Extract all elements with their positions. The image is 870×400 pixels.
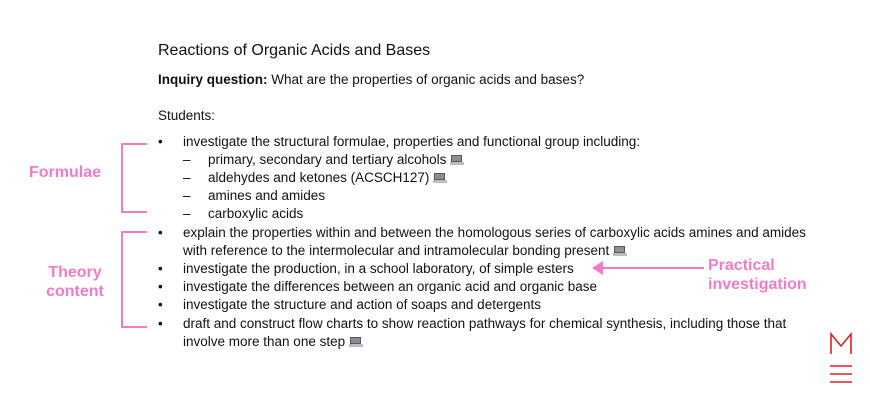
formulae-bracket (121, 143, 147, 213)
list-item: draft and construct flow charts to show reaction pathways for chemical synthesis, including those that (183, 316, 787, 331)
list-item: investigate the production, in a school laboratory, of simple esters (183, 261, 574, 276)
dash-marker: – (183, 206, 191, 221)
sub-list-item: amines and amides (208, 188, 326, 203)
dash-marker: – (183, 188, 191, 203)
dash-marker: – (183, 170, 191, 185)
list-item-continuation: involve more than one step (183, 334, 363, 349)
inquiry-text: What are the properties of organic acids and bases? (271, 72, 585, 87)
sub-list-item: primary, secondary and tertiary alcohols (208, 152, 464, 167)
computer-icon (613, 246, 627, 256)
page-title: Reactions of Organic Acids and Bases (158, 42, 431, 59)
list-item-continuation: with reference to the intermolecular and intramolecular bonding present (183, 243, 627, 258)
bullet-marker: • (158, 297, 163, 312)
computer-icon (450, 155, 464, 165)
computer-icon (433, 173, 447, 183)
sub-list-item: aldehydes and ketones (ACSCH127) (208, 170, 447, 185)
inquiry-question (158, 72, 584, 87)
list-item: investigate the differences between an organic acid and organic base (183, 279, 598, 294)
practical-investigation-label: Practical investigation (708, 257, 807, 293)
bullet-marker: • (158, 279, 163, 294)
bullet-marker: • (158, 316, 163, 331)
list-item: investigate the structural formulae, properties and functional group including: (183, 134, 641, 149)
dash-marker: – (183, 152, 191, 167)
sub-list-item: carboxylic acids (208, 206, 304, 221)
bullet-marker: • (158, 225, 163, 240)
logo-icon (826, 328, 856, 386)
bullet-marker: • (158, 261, 163, 276)
arrow-line (600, 267, 704, 269)
list-item: explain the properties within and between the homologous series of carboxylic acids amines and amides (183, 225, 806, 240)
students-label: Students: (158, 108, 216, 123)
inquiry-label: Inquiry question: (158, 72, 268, 87)
list-item: investigate the structure and action of soaps and detergents (183, 297, 541, 312)
computer-icon (349, 337, 363, 347)
theory-content-label: Theory content (46, 264, 104, 300)
bullet-marker: • (158, 134, 163, 149)
formulae-label: Formulae (28, 164, 101, 181)
